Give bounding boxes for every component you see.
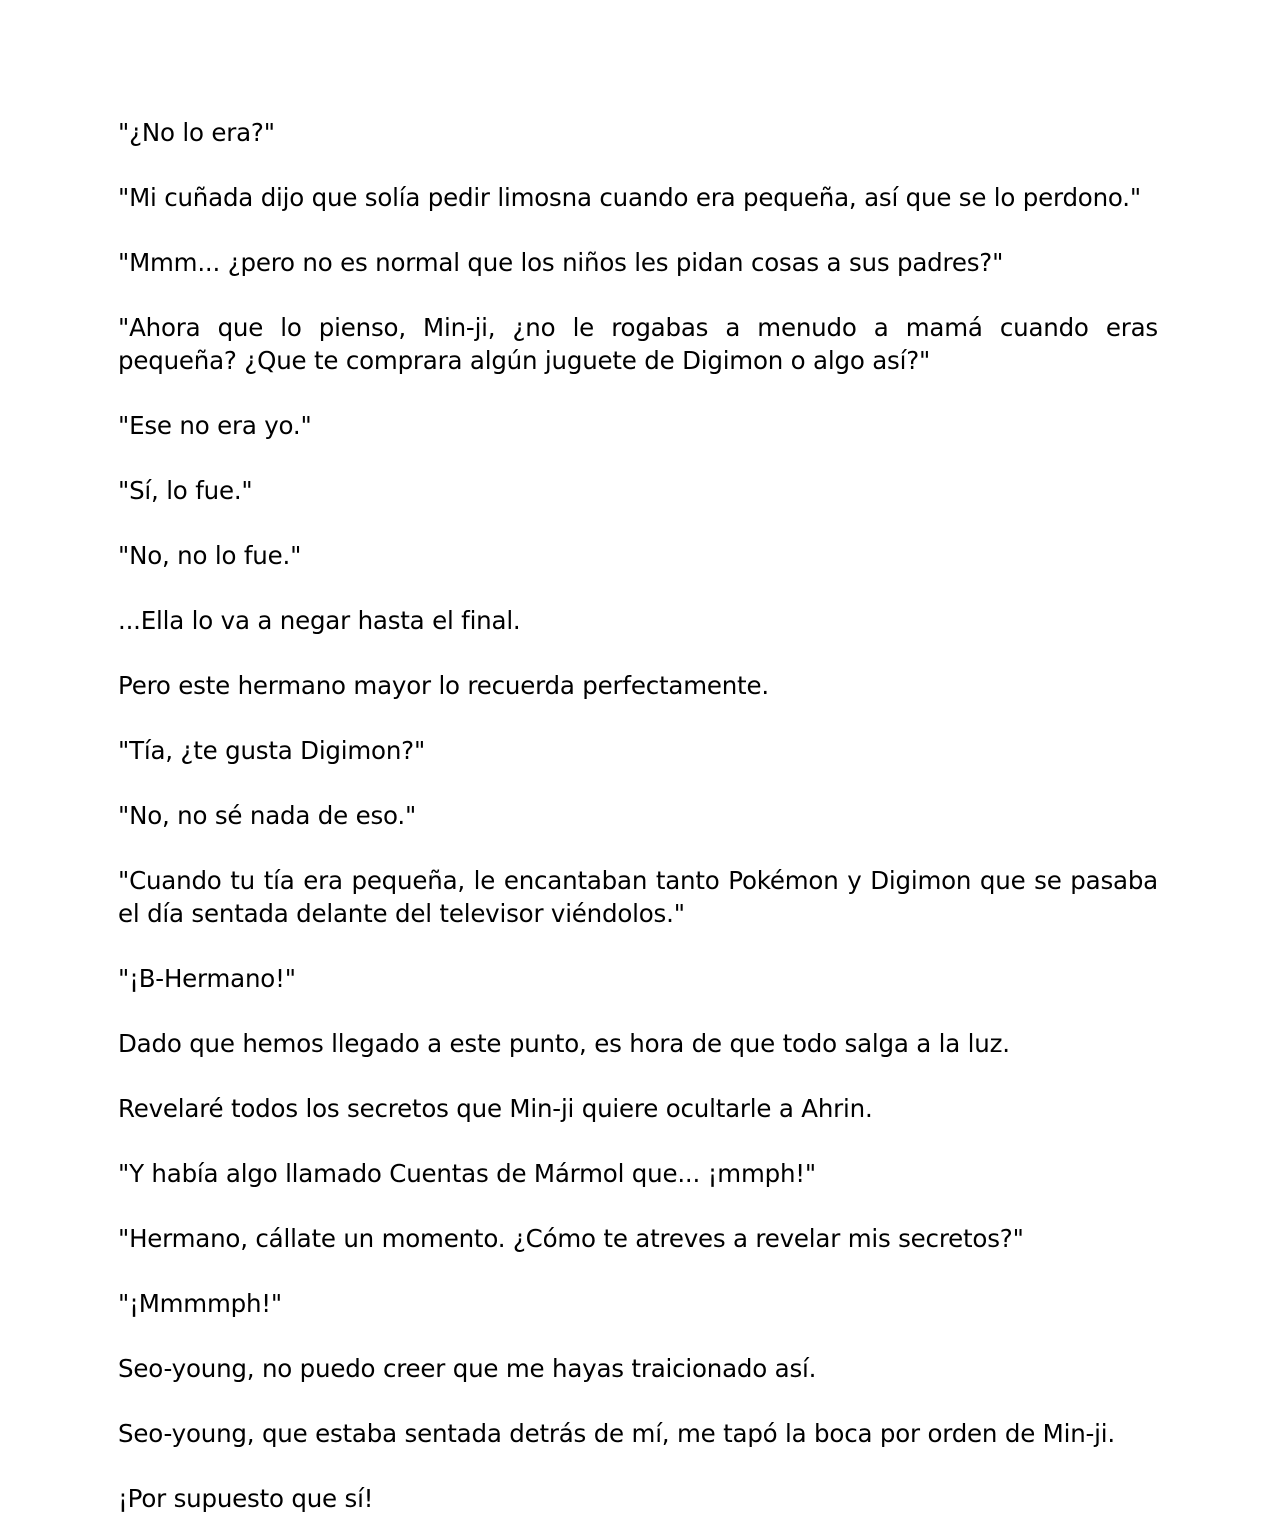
paragraph: "No, no sé nada de eso." xyxy=(118,801,417,830)
text-column xyxy=(118,116,1158,1515)
paragraph: ...Ella lo va a negar hasta el final. xyxy=(118,606,521,635)
paragraph: "No, no lo fue." xyxy=(118,541,302,570)
paragraph: Pero este hermano mayor lo recuerda perfectamente. xyxy=(118,671,769,700)
paragraph: Seo-young, no puedo creer que me hayas traicionado así. xyxy=(118,1354,817,1383)
paragraph: Revelaré todos los secretos que Min-ji quiere ocultarle a Ahrin. xyxy=(118,1094,873,1123)
paragraph: "¡B-Hermano!" xyxy=(118,964,296,993)
paragraph: "Sí, lo fue." xyxy=(118,476,253,505)
paragraph: Seo-young, que estaba sentada detrás de mí, me tapó la boca por orden de Min-ji. xyxy=(118,1419,1115,1448)
paragraph: Dado que hemos llegado a este punto, es hora de que todo salga a la luz. xyxy=(118,1029,1010,1058)
paragraph: "Ese no era yo." xyxy=(118,411,312,440)
paragraph: "Hermano, cállate un momento. ¿Cómo te atreves a revelar mis secretos?" xyxy=(118,1224,1024,1253)
paragraph: "Mi cuñada dijo que solía pedir limosna cuando era pequeña, así que se lo perdono." xyxy=(118,183,1141,212)
paragraph: "Tía, ¿te gusta Digimon?" xyxy=(118,736,426,765)
paragraph: "Ahora que lo pienso, Min-ji, ¿no le rogabas a menudo a mamá cuando eras pequeña? ¿Que te comprara algún juguete de Digimon o algo así?" xyxy=(118,313,1158,375)
paragraph: "¿No lo era?" xyxy=(118,118,275,147)
paragraph: "Cuando tu tía era pequeña, le encantaban tanto Pokémon y Digimon que se pasaba el día sentada delante del televisor viéndolos." xyxy=(118,866,1158,928)
paragraph: "Y había algo llamado Cuentas de Mármol que... ¡mmph!" xyxy=(118,1159,817,1188)
paragraph: ¡Por supuesto que sí! xyxy=(118,1484,374,1513)
paragraph: "¡Mmmmph!" xyxy=(118,1289,282,1318)
paragraph: "Mmm... ¿pero no es normal que los niños les pidan cosas a sus padres?" xyxy=(118,248,1004,277)
